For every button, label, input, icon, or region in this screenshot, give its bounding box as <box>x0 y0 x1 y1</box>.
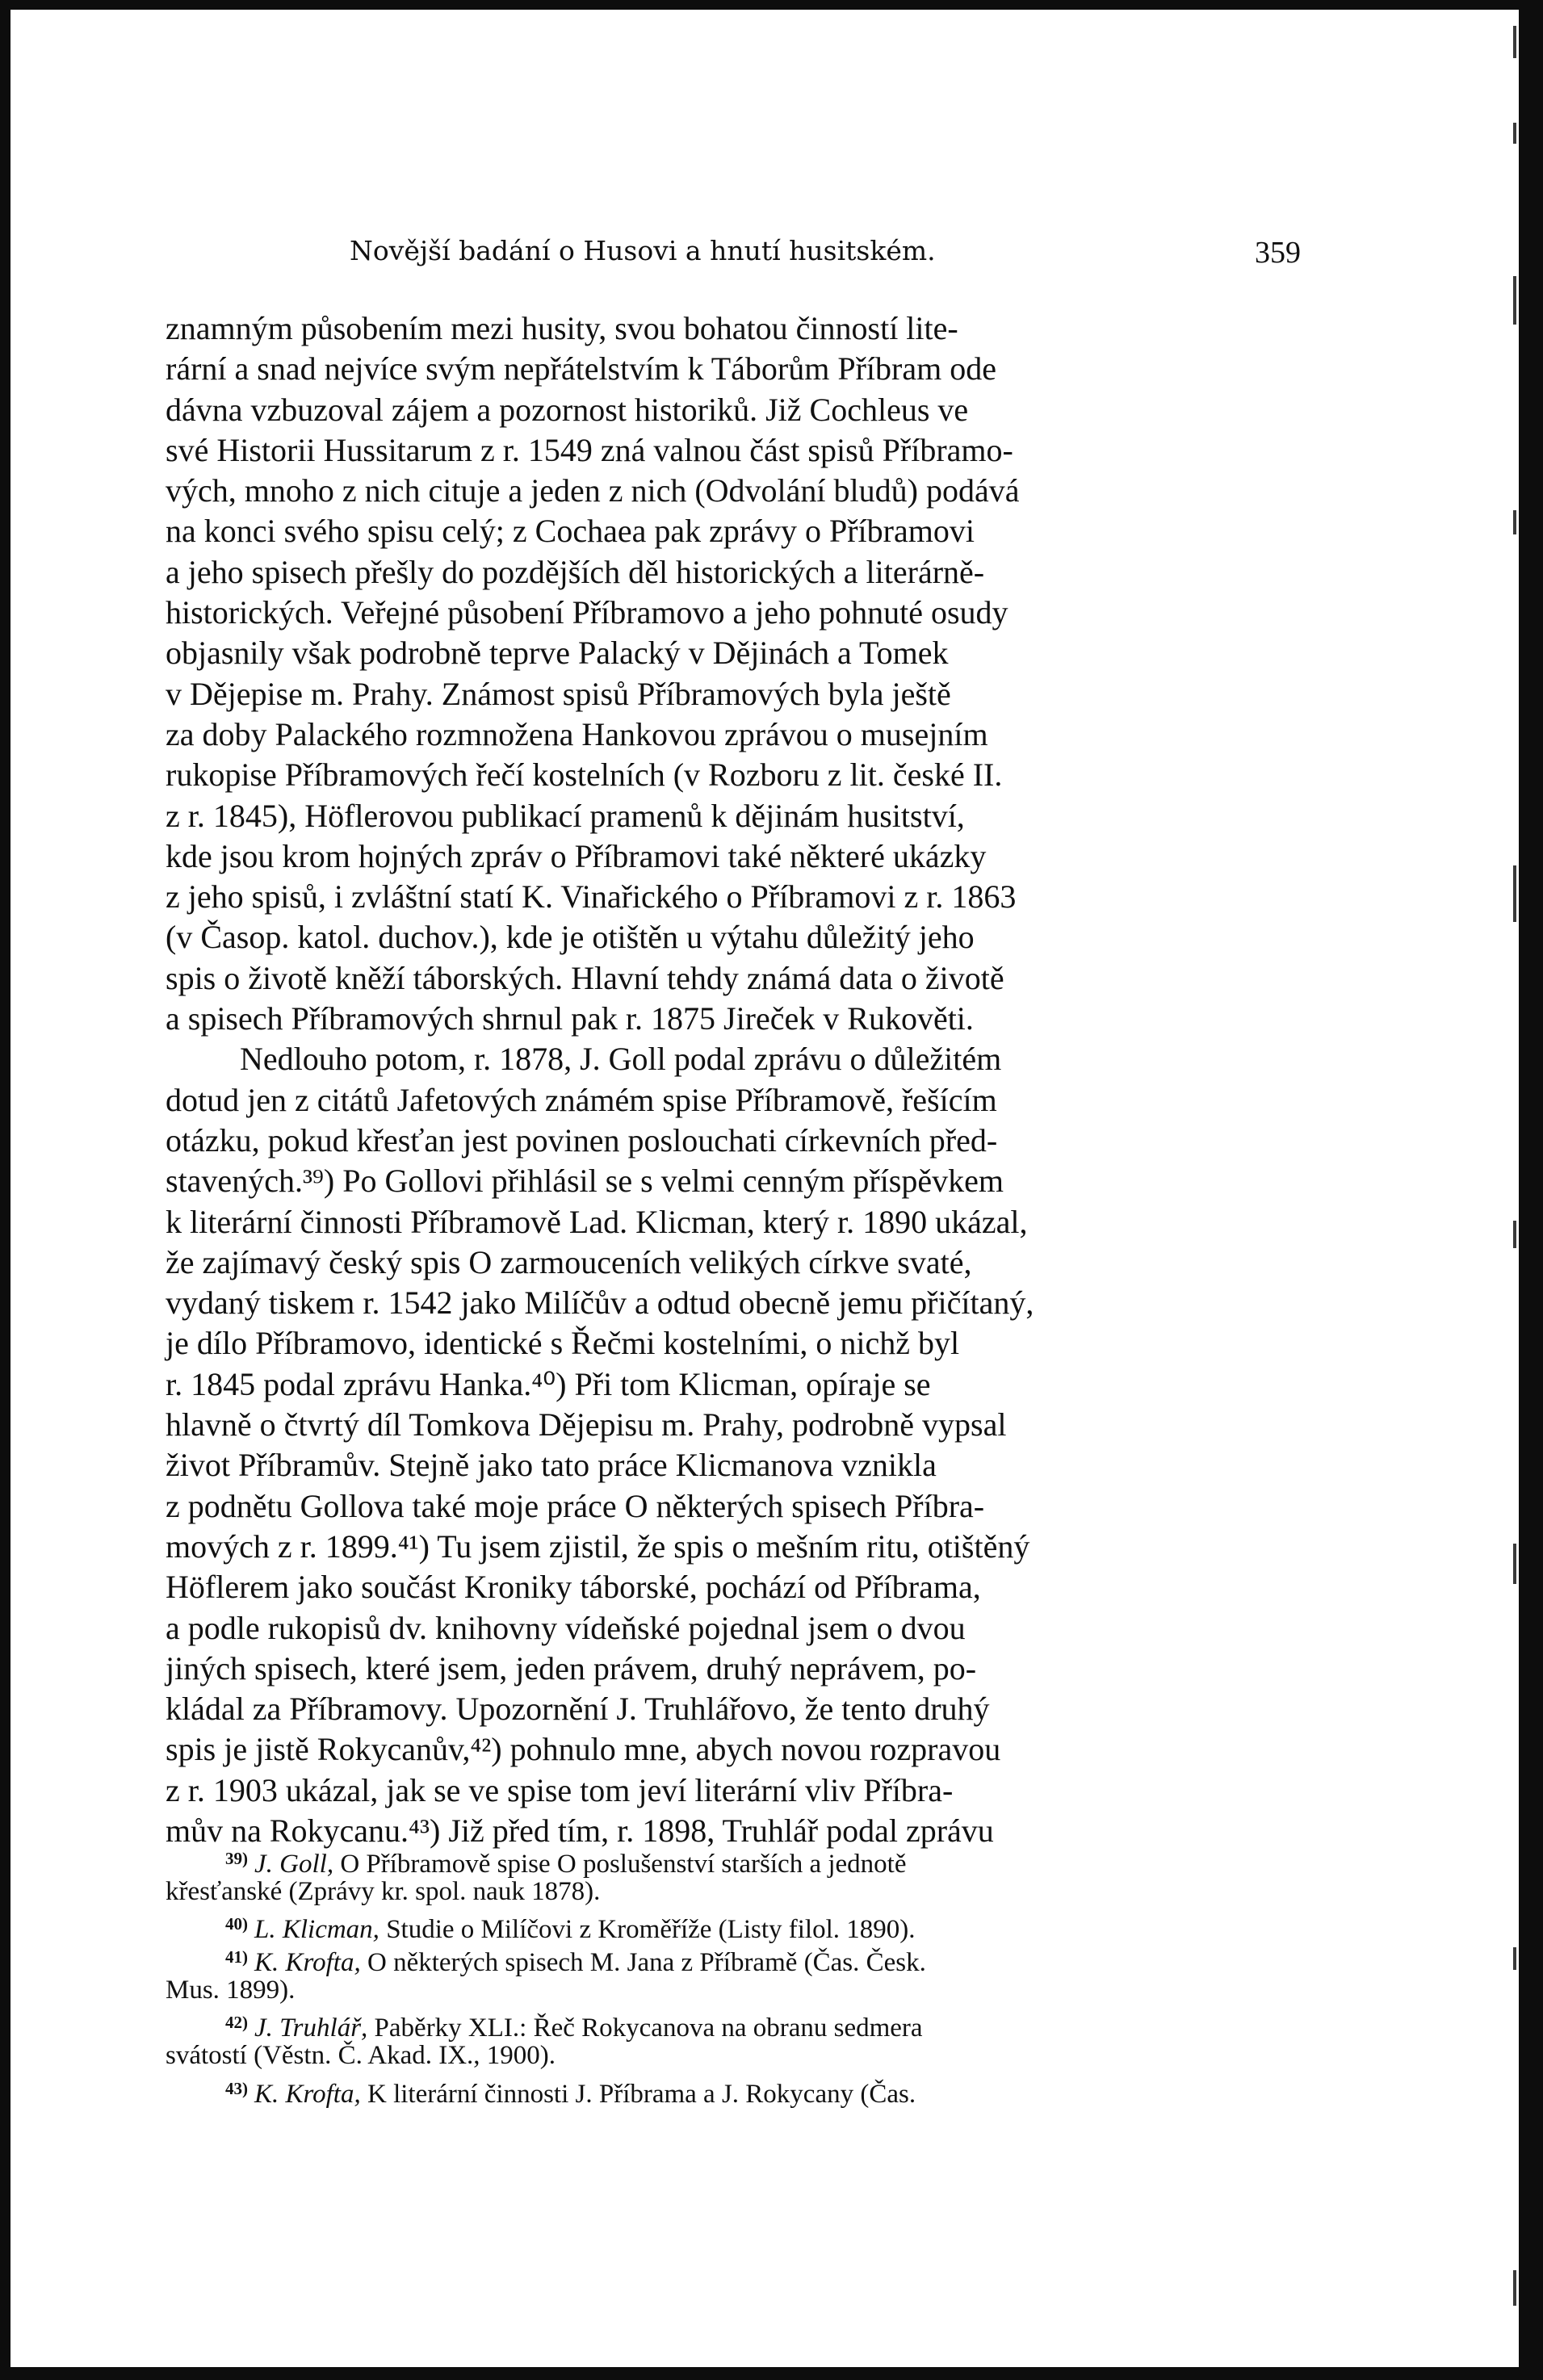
footnote-text: K literární činnosti J. Příbrama a J. Rokycany (Čas. <box>367 2079 916 2109</box>
footnote-author: L. Klicman, <box>254 1915 379 1945</box>
text-line: jiných spisech, které jsem, jeden právem, druhý neprávem, po- <box>166 1649 977 1687</box>
footnote <box>166 1941 1302 1978</box>
footnote-number: 39) <box>225 1849 248 1868</box>
text-line: na konci svého spisu celý; z Cochaea pak zprávy o Příbramovi <box>166 513 975 550</box>
text-line: spis je jistě Rokycanův,⁴²) pohnulo mne, abych novou rozpravou <box>166 1731 1001 1768</box>
text-line: rukopise Příbramových řečí kostelních (v Rozboru z lit. české II. <box>166 756 1003 794</box>
footnote <box>166 1908 1302 1945</box>
footnote-author: K. Krofta, <box>254 2079 361 2109</box>
footnote-number: 40) <box>225 1914 248 1934</box>
footnote-text: O některých spisech M. Jana z Příbramě (Čas. Česk. <box>367 1948 926 1978</box>
footnote-text: Studie o Milíčovi z Kroměříže (Listy filol. 1890). <box>386 1915 916 1945</box>
text-line: a spisech Příbramových shrnul pak r. 1875 Jireček v Rukověti. <box>166 1000 974 1037</box>
footnote-author: J. Goll, <box>254 1850 334 1879</box>
text-line: dotud jen z citátů Jafetových známém spise Příbramově, řešícím <box>166 1081 997 1118</box>
page-number: 359 <box>1255 236 1301 270</box>
running-header <box>350 235 1301 275</box>
footnote-number: 42) <box>225 2013 248 2033</box>
text-line: život Příbramův. Stejně jako tato práce Klicmanova vznikla <box>166 1447 937 1484</box>
text-line: rární a snad nejvíce svým nepřátelstvím k Táborům Příbram ode <box>166 350 996 388</box>
footnote-text: O Příbramově spise O poslušenství starších a jednotě <box>340 1850 907 1879</box>
text-line: a jeho spisech přešly do pozdějších děl historických a literárně- <box>166 553 985 590</box>
main-text <box>166 308 1302 1851</box>
text-line: Höflerem jako součást Kroniky táborské, pochází od Příbrama, <box>166 1569 981 1606</box>
footnote-continuation: svátostí (Věstn. Č. Akad. IX., 1900). <box>166 2041 556 2071</box>
footnote-author: K. Krofta, <box>254 1948 361 1978</box>
text-line: v Dějepise m. Prahy. Známost spisů Příbramových byla ještě <box>166 675 951 712</box>
text-line: z podnětu Gollova také moje práce O některých spisech Příbra- <box>166 1487 985 1524</box>
text-line: hlavně o čtvrtý díl Tomkova Dějepisu m. Prahy, podrobně vypsal <box>166 1406 1007 1444</box>
text-line: mův na Rokycanu.⁴³) Již před tím, r. 1898, Truhlář podal zprávu <box>166 1812 994 1849</box>
text-line: za doby Palackého rozmnožena Hankovou zprávou o musejním <box>166 715 988 752</box>
text-line: mových z r. 1899.⁴¹) Tu jsem zjistil, že spis o mešním ritu, otištěný <box>166 1527 1030 1565</box>
text-line: a podle rukopisů dv. knihovny vídeňské pojednal jsem o dvou <box>166 1609 966 1646</box>
text-line: dávna vzbuzoval zájem a pozornost historiků. Již Cochleus ve <box>166 391 969 428</box>
text-line: své Historii Hussitarum z r. 1549 zná valnou část spisů Příbramo- <box>166 431 1013 468</box>
text-line: r. 1845 podal zprávu Hanka.⁴⁰) Při tom Klicman, opíraje se <box>166 1365 931 1402</box>
text-line: z jeho spisů, i zvláštní statí K. Vinařického o Příbramovi z r. 1863 <box>166 878 1017 916</box>
text-line: k literární činnosti Příbramově Lad. Klicman, který r. 1890 ukázal, <box>166 1203 1028 1240</box>
text-line: z r. 1845), Höflerovou publikací pramenů k dějinám husitství, <box>166 797 965 834</box>
text-line: vých, mnoho z nich cituje a jeden z nich (Odvolání bludů) podává <box>166 472 1020 509</box>
text-line: objasnily však podrobně teprve Palacký v Dějinách a Tomek <box>166 635 949 672</box>
book-page <box>10 10 1519 2367</box>
footnote-author: J. Truhlář, <box>254 2013 368 2043</box>
text-line: že zajímavý český spis O zarmouceních velikých církve svaté, <box>166 1243 972 1280</box>
text-line: Nedlouho potom, r. 1878, J. Goll podal zprávu o důležitém <box>240 1041 1002 1078</box>
footnotes <box>166 1842 1302 2109</box>
footnote <box>166 1842 1302 1879</box>
text-line: z r. 1903 ukázal, jak se ve spise tom jeví literární vliv Příbra- <box>166 1771 954 1808</box>
text-line: historických. Veřejné působení Příbramovo a jeho pohnuté osudy <box>166 594 1008 631</box>
text-line: spis o životě kněží táborských. Hlavní tehdy známá data o životě <box>166 959 1004 996</box>
footnote-continuation: Mus. 1899). <box>166 1975 296 2005</box>
running-title: Novější badání o Husovi a hnutí husitském. <box>350 235 936 266</box>
text-line: znamným působením mezi husity, svou bohatou činností lite- <box>166 310 958 346</box>
text-line: kládal za Příbramovy. Upozornění J. Truhlářovo, že tento druhý <box>166 1691 990 1728</box>
text-line: vydaný tiskem r. 1542 jako Milíčův a odtud obecně jemu přičítaný, <box>166 1284 1034 1322</box>
footnote-number: 43) <box>225 2078 248 2098</box>
text-line: kde jsou krom hojných zpráv o Příbramovi také některé ukázky <box>166 837 987 874</box>
footnote <box>166 2072 1302 2109</box>
text-line: stavených.³⁹) Po Gollovi přihlásil se s velmi cenným příspěvkem <box>166 1163 1004 1200</box>
text-line: je dílo Příbramovo, identické s Řečmi kostelními, o nichž byl <box>166 1325 960 1362</box>
page-edge-scan-marks <box>1507 10 1519 2367</box>
footnote-text: Paběrky XLI.: Řeč Rokycanova na obranu sedmera <box>374 2013 923 2043</box>
text-line: (v Časop. katol. duchov.), kde je otištěn u výtahu důležitý jeho <box>166 919 975 956</box>
footnote-continuation: křesťanské (Zprávy kr. spol. nauk 1878). <box>166 1876 601 1906</box>
footnote <box>166 2006 1302 2043</box>
text-line: otázku, pokud křesťan jest povinen poslouchati církevních před- <box>166 1121 998 1159</box>
footnote-number: 41) <box>225 1947 248 1967</box>
